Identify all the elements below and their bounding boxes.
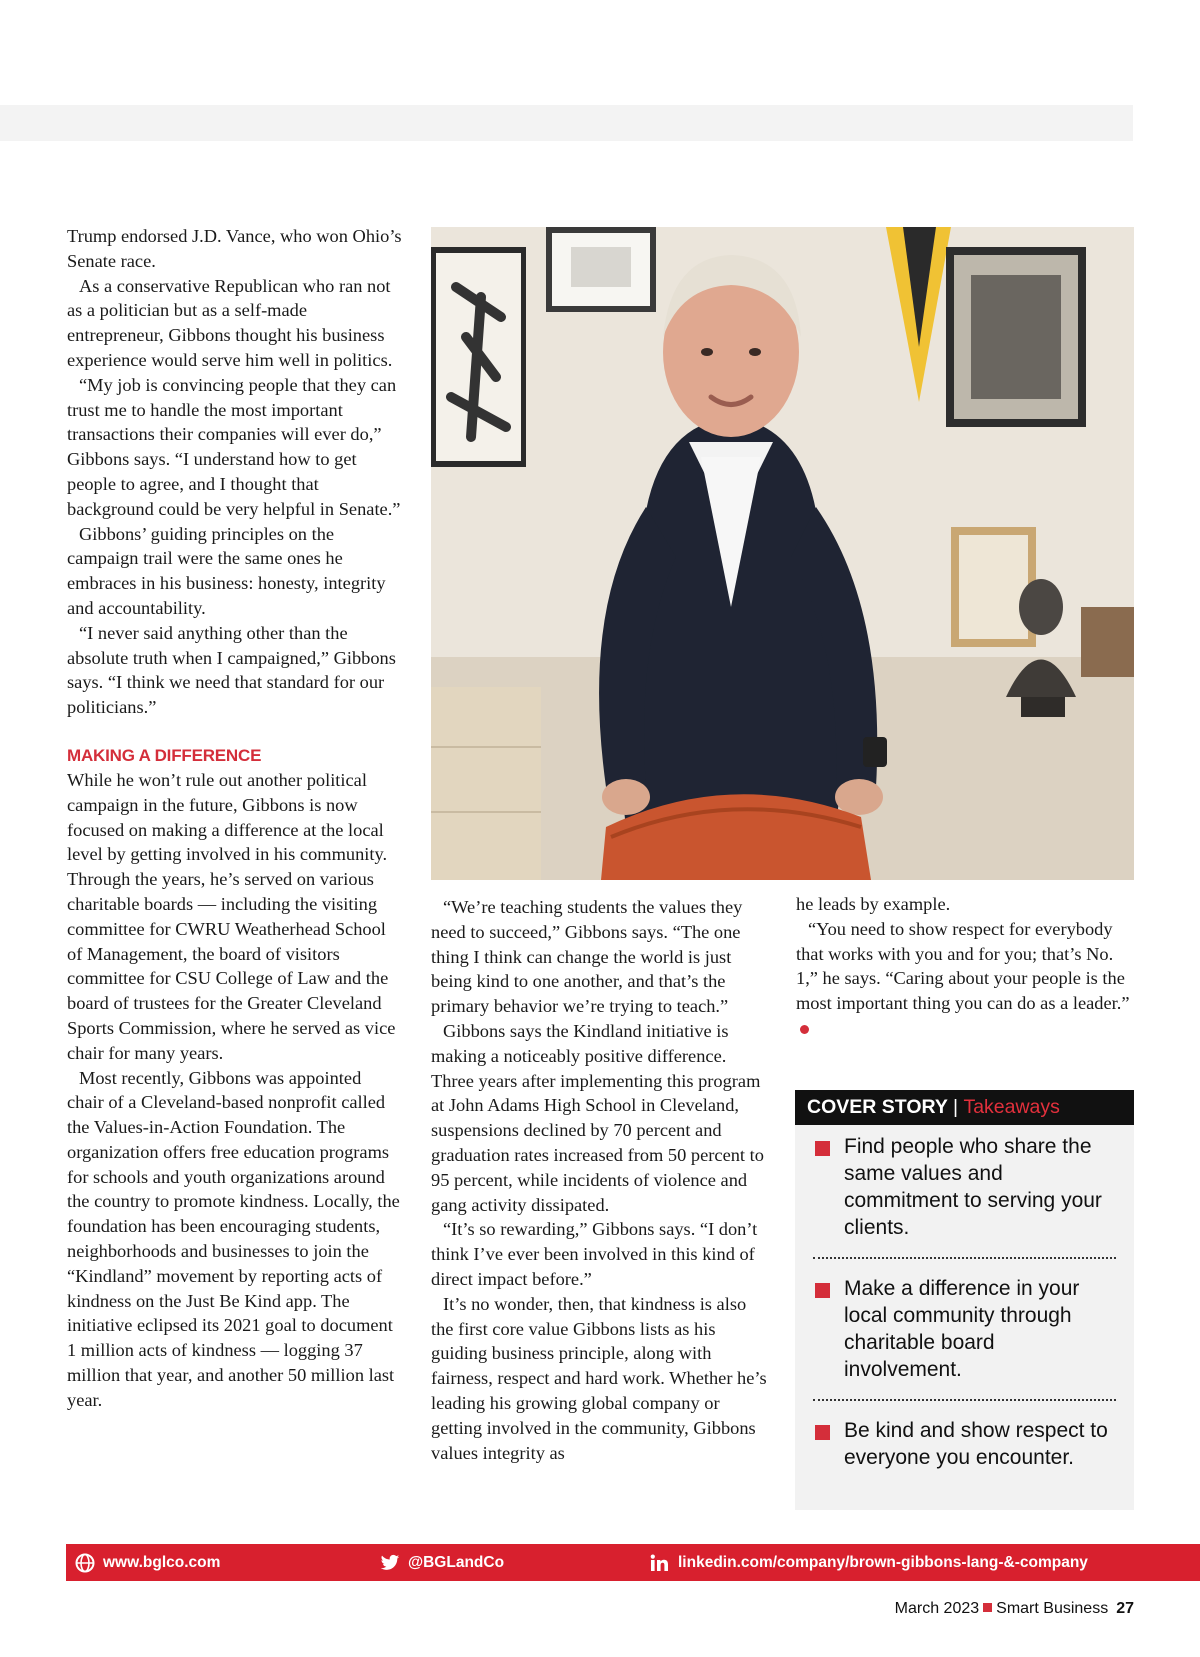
end-mark-icon (800, 1025, 809, 1034)
section-subhead: MAKING A DIFFERENCE (67, 745, 262, 765)
twitter-handle-link[interactable]: @BGLandCo (408, 1554, 505, 1571)
footer-linkedin[interactable] (650, 1544, 1088, 1581)
linkedin-link[interactable]: linkedin.com/company/brown-gibbons-lang-&-company (678, 1554, 1088, 1571)
paragraph: Trump endorsed J.D. Vance, who won Ohio’s Senate race. (67, 226, 402, 271)
takeaway-item (795, 1125, 1134, 1241)
footer-twitter[interactable] (380, 1544, 504, 1581)
paragraph: Gibbons’ guiding principles on the campaign trail were the same ones he embraces in his business: honesty, integrity and accountability. (67, 523, 386, 618)
paragraph: Gibbons says the Kindland initiative is making a noticeably positive difference. Three years after implementing this program at John Adams High School in Cleveland, suspensions declined by 70 percent and graduation rates increased from 50 percent to 95 percent, while incidents of violence and gang activity dissipated. (431, 1020, 764, 1215)
bullet-square-icon (815, 1283, 830, 1298)
takeaway-text: Be kind and show respect to everyone you encounter. (844, 1419, 1108, 1469)
takeaway-item (795, 1417, 1134, 1471)
article-column-3 (796, 892, 1136, 1041)
takeaways-box (795, 1090, 1134, 1510)
page-footer (895, 1599, 1134, 1619)
dotted-divider (813, 1399, 1116, 1401)
takeaways-header (795, 1090, 1134, 1125)
separator-square-icon (983, 1603, 992, 1612)
paragraph: “We’re teaching students the values they need to succeed,” Gibbons says. “The one thing I think can change the world is just being kind to one another, and that’s the primary behavior we’re trying to teach.” (431, 897, 743, 1017)
paragraph: he leads by example. (796, 894, 951, 914)
footer-website[interactable] (75, 1544, 220, 1581)
twitter-bird-icon (380, 1554, 400, 1572)
paragraph: As a conservative Republican who ran not as a politician but as a self-made entrepreneur, Gibbons thought his business experience would serve him well in politics. (67, 275, 393, 370)
top-band (0, 105, 1133, 141)
paragraph: “It’s so rewarding,” Gibbons says. “I don’t think I’ve ever been involved in this kind of direct impact before.” (431, 1219, 758, 1289)
bullet-square-icon (815, 1425, 830, 1440)
globe-icon (75, 1553, 95, 1573)
paragraph (796, 917, 1136, 1041)
portrait-photo (431, 227, 1134, 880)
article-column-2 (431, 895, 771, 1465)
takeaways-accent-label: Takeaways (963, 1096, 1060, 1118)
takeaways-divider: | (952, 1096, 959, 1118)
paragraph: It’s no wonder, then, that kindness is also the first core value Gibbons lists as his guiding business principle, along with fairness, respect and hard work. Whether he’s leading his growing global company or getting involved in the community, Gibbons values integrity as (431, 1293, 767, 1463)
takeaway-text: Find people who share the same values and commitment to serving your clients. (844, 1135, 1102, 1239)
takeaway-item (795, 1275, 1134, 1383)
article-column-1 (67, 224, 402, 1413)
paragraph: Most recently, Gibbons was appointed chair of a Cleveland-based nonprofit called the Values-in-Action Foundation. The organization offers free education programs for schools and youth organizations around the country to promote kindness. Locally, the foundation has been encouraging students, neighborhoods and businesses to join the “Kindland” movement by reporting acts of kindness on the Just Be Kind app. The initiative eclipsed its 2021 goal to document 1 million acts of kindness — logging 37 million that year, and another 50 million last year. (67, 1067, 400, 1410)
issue-date: March 2023 (894, 1600, 980, 1617)
dotted-divider (813, 1257, 1116, 1259)
website-link[interactable]: www.bglco.com (103, 1554, 221, 1571)
bullet-square-icon (815, 1141, 830, 1156)
takeaway-text: Make a difference in your local community through charitable board involvement. (844, 1277, 1080, 1381)
paragraph: While he won’t rule out another political campaign in the future, Gibbons is now focused on making a difference at the local level by getting involved in his community. Through the years, he’s served on various charitable boards — including the visiting committee for CWRU Weatherhead School of Management, the board of visitors committee for CSU College of Law and the board of trustees for the Greater Cleveland Sports Commission, where he served as vice chair for many years. (67, 769, 396, 1063)
publication-name: Smart Business (996, 1600, 1109, 1617)
paragraph: “My job is convincing people that they can trust me to handle the most important transactions their companies will ever do,” Gibbons says. “I understand how to get people to agree, and I thought that background could be very helpful in Senate.” (67, 374, 401, 519)
linkedin-icon (650, 1554, 670, 1572)
closing-paragraph-text: “You need to show respect for everybody that works with you and for you; that’s No. 1,” he says. “Caring about your people is the most important thing you can do as a leader.” (796, 918, 1130, 1014)
page-number: 27 (1116, 1600, 1134, 1617)
paragraph: “I never said anything other than the absolute truth when I campaigned,” Gibbons says. “I think we need that standard for our politicians.” (67, 622, 396, 718)
takeaways-label: COVER STORY (807, 1096, 948, 1118)
footer-band (66, 1544, 1200, 1581)
